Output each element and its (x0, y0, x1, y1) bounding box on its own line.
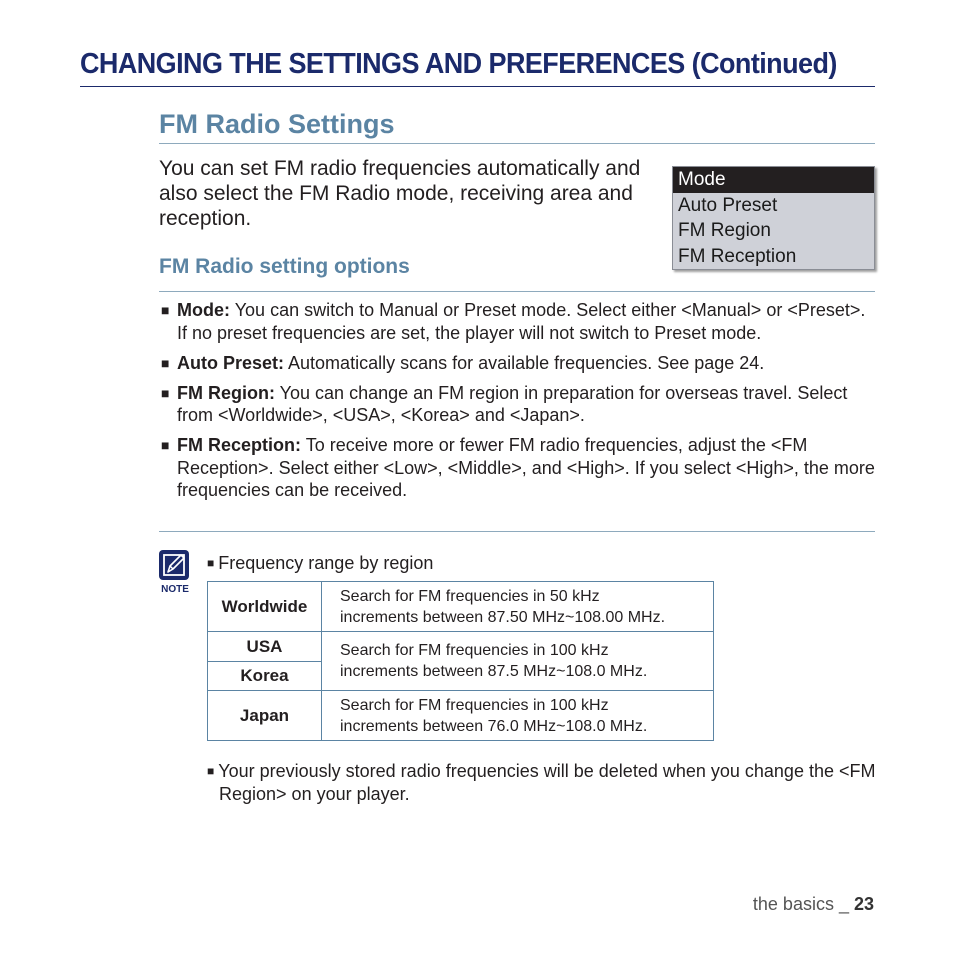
region-cell: Korea (208, 662, 322, 691)
option-mode (159, 299, 875, 344)
bullet-square-icon: ■ (207, 764, 215, 778)
option-name: Auto Preset: (177, 352, 285, 373)
description-cell (322, 582, 714, 632)
option-text: Automatically scans for available frequencies. See page 24. (288, 352, 765, 373)
section-divider (159, 143, 875, 144)
title-underline (80, 86, 875, 87)
description-line: increments between 87.5 MHz~108.0 MHz. (340, 663, 648, 680)
region-cell: Japan (208, 691, 322, 741)
region-cell: USA (208, 632, 322, 662)
option-name: FM Reception: (177, 435, 301, 455)
description-cell (322, 691, 714, 741)
description-line: increments between 87.50 MHz~108.00 MHz. (340, 608, 666, 626)
option-text: To receive more or fewer FM radio frequencies, adjust the <FM Reception>. Select either <Low>, <Middle>, and <High>. If you select <High>, the more frequencies can be received. (177, 435, 875, 500)
intro-paragraph: You can set FM radio frequencies automatically and also select the FM Radio mode, receiving area and reception. (159, 157, 641, 230)
fm-settings-menu-screenshot (672, 166, 875, 270)
options-bottom-divider (159, 531, 875, 532)
table-row (208, 632, 714, 662)
description-line: Search for FM frequencies in 100 kHz (340, 642, 609, 659)
bullet-square-icon: ■ (207, 556, 215, 570)
note-label: NOTE (161, 584, 189, 595)
option-auto-preset (159, 352, 875, 375)
bullet-square-icon: ■ (161, 354, 170, 371)
note-line-frequency-range (207, 552, 433, 575)
bullet-square-icon: ■ (161, 302, 170, 318)
footer-section-label: the basics _ (752, 894, 854, 914)
page-number: 23 (853, 894, 874, 914)
table-row (208, 582, 714, 632)
description-line: Search for FM frequencies in 50 kHz (340, 587, 600, 605)
options-list (159, 299, 875, 509)
option-fm-reception (159, 434, 875, 502)
page-footer (753, 894, 874, 915)
note-text: Frequency range by region (218, 553, 434, 573)
option-name: FM Region: (177, 382, 275, 403)
option-name: Mode: (177, 300, 230, 320)
table-row (208, 691, 714, 741)
options-top-divider (159, 291, 875, 292)
note-pencil-icon (159, 550, 189, 580)
menu-item-fm-reception: FM Reception (678, 245, 797, 267)
page-title: CHANGING THE SETTINGS AND PREFERENCES (Continued) (80, 48, 837, 80)
description-line: Search for FM frequencies in 100 kHz (340, 696, 609, 714)
frequency-range-table (207, 581, 714, 741)
note-text: Your previously stored radio frequencies will be deleted when you change the <FM Region> on your player. (218, 761, 876, 804)
menu-item-mode: Mode (673, 167, 874, 193)
description-cell (322, 632, 714, 691)
bullet-square-icon: ■ (161, 384, 170, 401)
option-fm-region (159, 382, 875, 427)
option-text: You can change an FM region in preparation for overseas travel. Select from <Worldwide>, <USA>, <Korea> and <Japan>. (177, 382, 848, 425)
menu-item-auto-preset: Auto Preset (678, 194, 778, 216)
section-title: FM Radio Settings (159, 109, 395, 139)
note-line-deletion-warning (207, 760, 879, 806)
option-text: You can switch to Manual or Preset mode. Select either <Manual> or <Preset>. If no preset frequencies are set, the player will not switch to Preset mode. (177, 300, 866, 343)
region-cell: Worldwide (208, 582, 322, 632)
description-line: increments between 76.0 MHz~108.0 MHz. (340, 717, 648, 735)
bullet-square-icon: ■ (161, 437, 170, 453)
options-subtitle: FM Radio setting options (159, 255, 410, 278)
menu-item-fm-region: FM Region (678, 220, 771, 241)
